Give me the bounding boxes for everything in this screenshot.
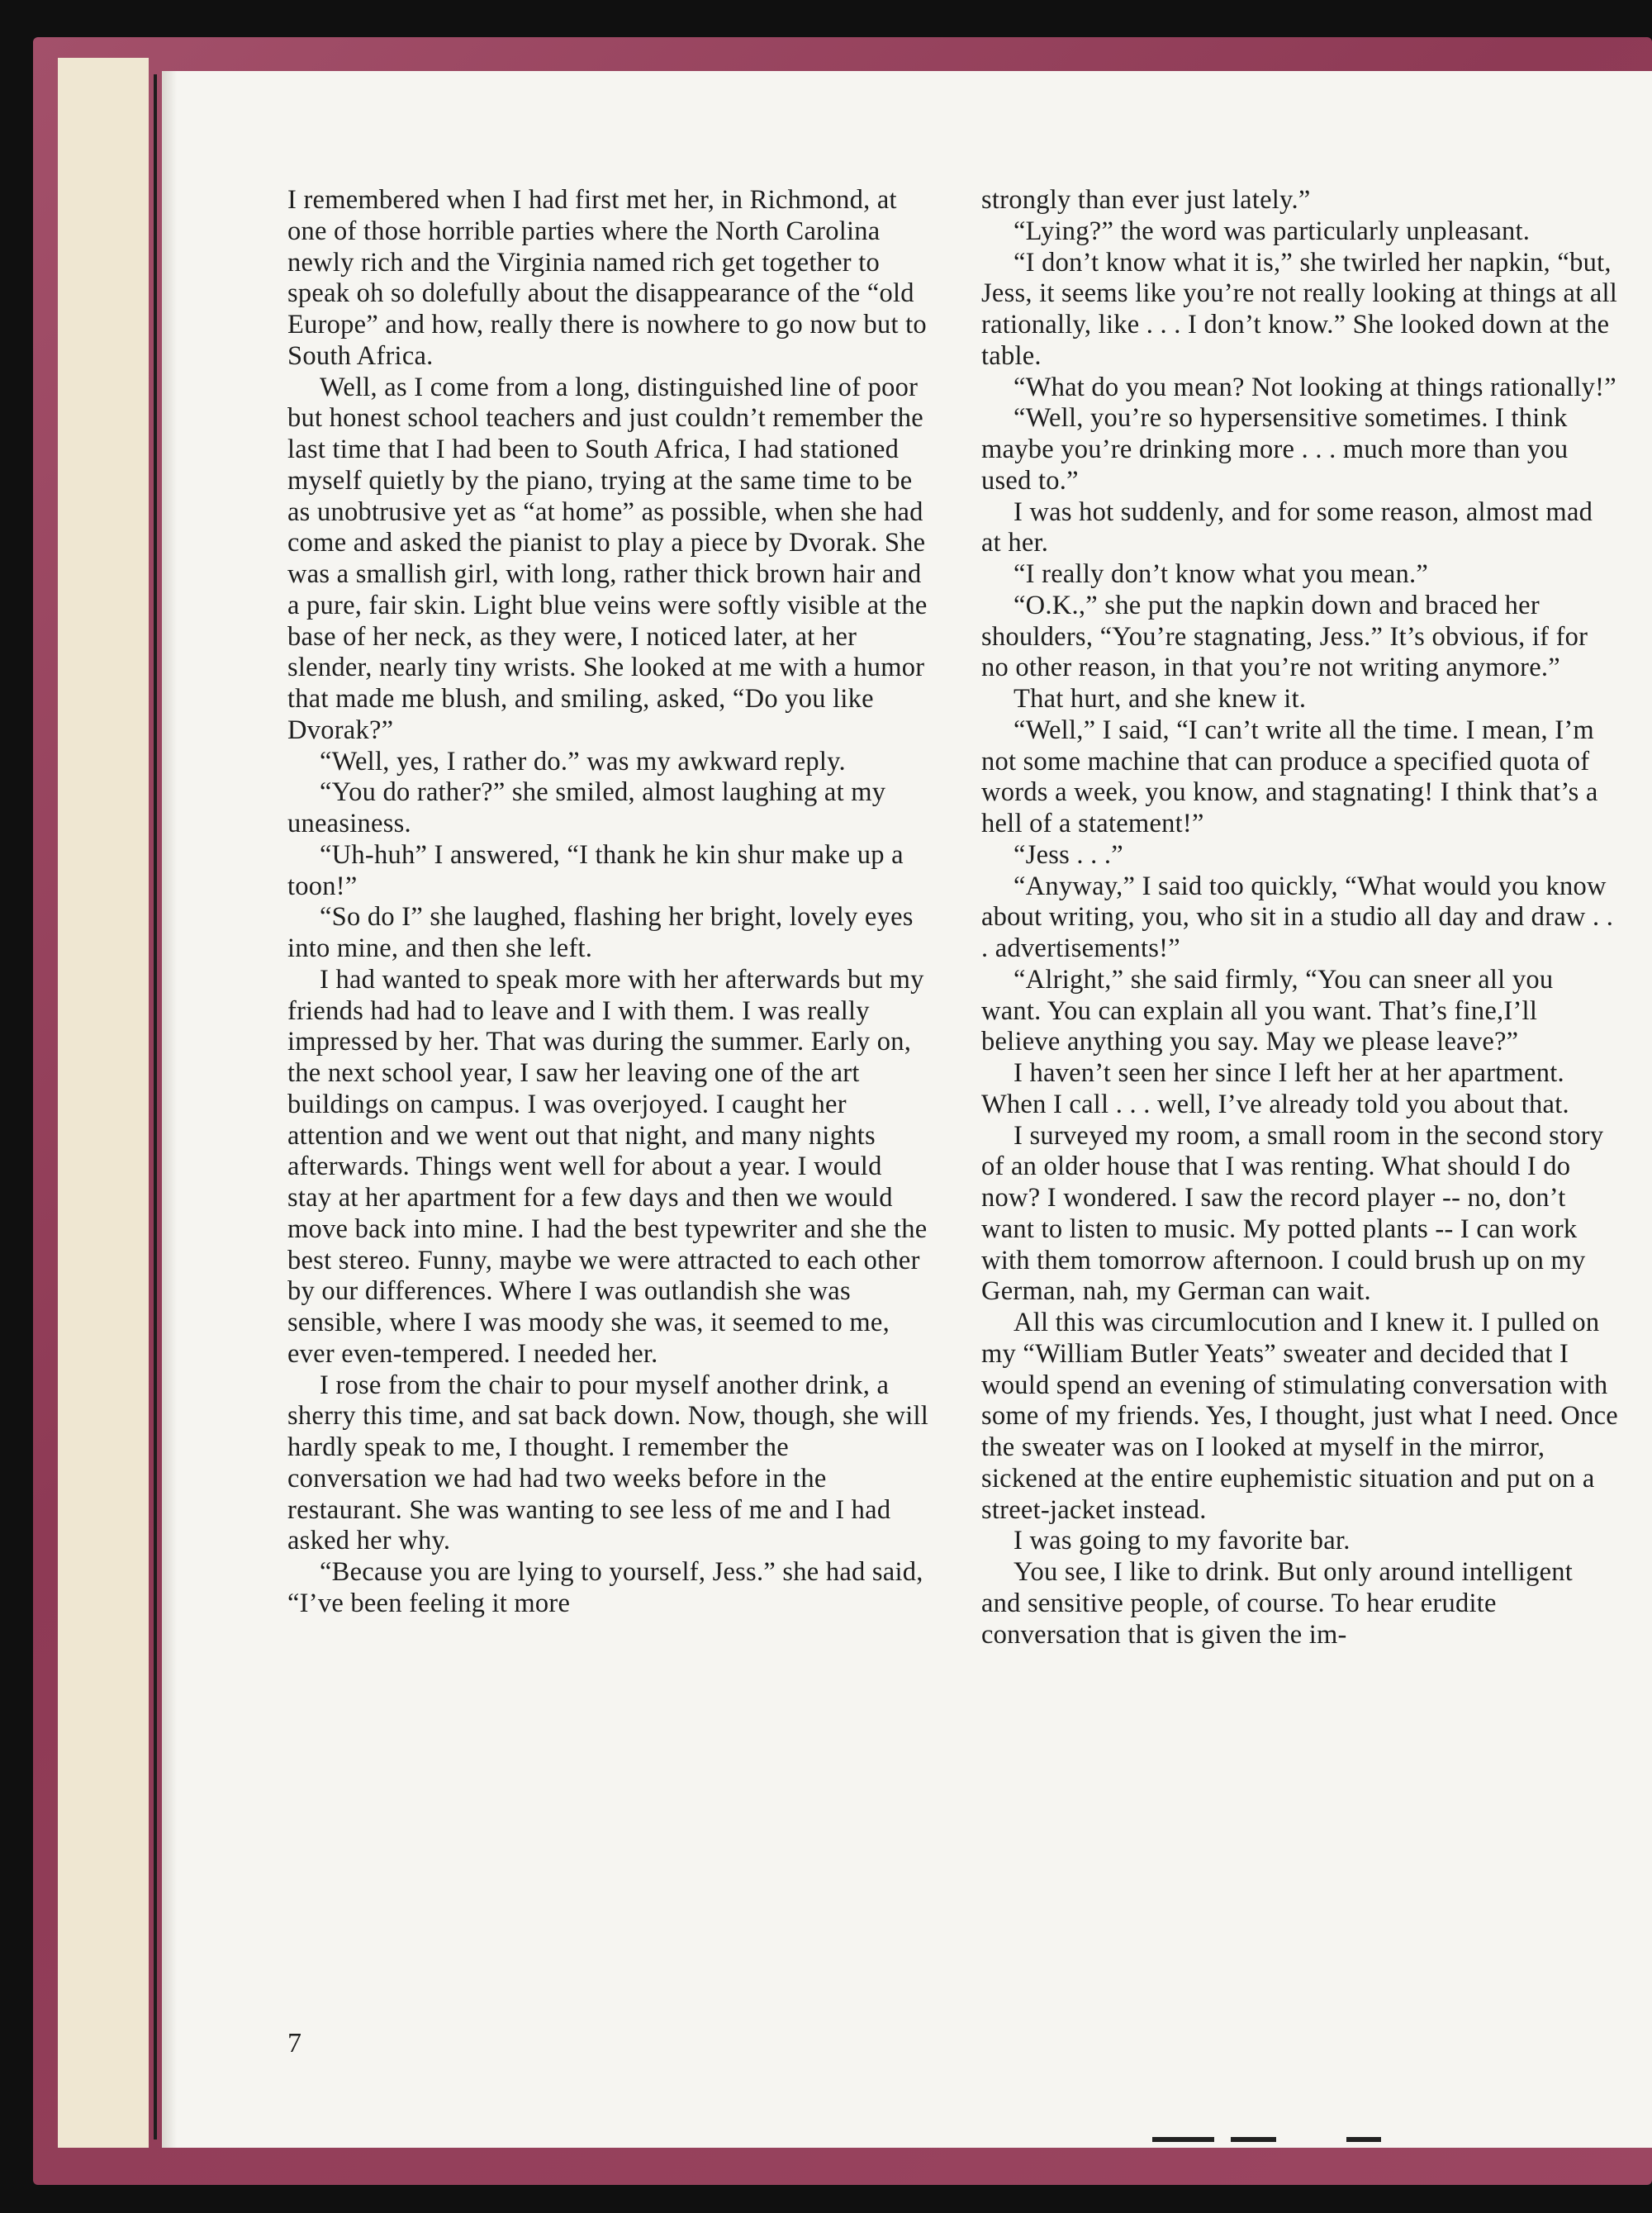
paragraph: “What do you mean? Not looking at things rationally!” xyxy=(1014,372,1616,402)
paragraph: Well, as I come from a long, distinguished line of poor but honest school teachers and just couldn’t remember the last time that I had been to South Africa, I had stationed myself quietly by the piano, trying at the same time to be as unobtrusive yet as “at home” as possible, when she had come and asked the pianist to play a piece by Dvorak. She was a smallish girl, with long, rather thick brown hair and a pure, fair skin. Light blue veins were softly visible at the base of her neck, as they were, I noticed later, at her slender, nearly tiny wrists. She looked at me with a humor that made me blush, and smiling, asked, “Do you like Dvorak?” xyxy=(287,372,928,745)
paragraph: “Well,” I said, “I can’t write all the time. I mean, I’m not some machine that can produce a specified quota of words a week, you know, and stagnating! I think that’s a hell of a statement!” xyxy=(981,715,1598,838)
paragraph: “Well, you’re so hypersensitive sometimes. I think maybe you’re drinking more . . . much more than you used to.” xyxy=(981,403,1569,496)
paragraph: I surveyed my room, a small room in the second story of an older house that I was renting. What should I do now? I wondered. I saw the record player -- no, don’t want to listen to music. My potted plants -- I can work with them tomorrow afternoon. I could brush up on my German, nah, my German can wait. xyxy=(981,1120,1604,1307)
paragraph: “Jess . . .” xyxy=(1014,839,1123,870)
print-bleed-mark xyxy=(1346,2137,1381,2142)
paragraph: “Lying?” the word was particularly unpleasant. xyxy=(1014,216,1531,246)
paragraph: I rose from the chair to pour myself another drink, a sherry this time, and sat back down. Now, though, she will hardly speak to me, I thought. I remember the conversation we had had two weeks before in the restaurant. She was wanting to see less of me and I had asked her why. xyxy=(287,1370,929,1556)
paragraph: “I really don’t know what you mean.” xyxy=(1014,559,1429,589)
previous-page-edge xyxy=(58,58,149,2148)
paragraph: That hurt, and she knew it. xyxy=(1014,684,1307,714)
gutter-shadow xyxy=(162,71,177,2148)
print-bleed-mark xyxy=(1152,2137,1214,2142)
paragraph: “Anyway,” I said too quickly, “What would you know about writing, you, who sit in a studio all day and draw . . . advertisements!” xyxy=(981,871,1614,963)
paragraph: “You do rather?” she smiled, almost laughing at my uneasiness. xyxy=(287,777,886,838)
paragraph: I had wanted to speak more with her afterwards but my friends had had to leave and I with them. I was really impressed by her. That was during the summer. Early on, the next school year, I saw her leaving one of the art buildings on campus. I was overjoyed. I caught her attention and we went out that night, and many nights afterwards. Things went well for about a year. I would stay at her apartment for a few days and then we would move back into mine. I had the best typewriter and she the best stereo. Funny, maybe we were attracted to each other by our differences. Where I was outlandish she was sensible, where I was moody she was, it seemed to me, ever even-tempered. I needed her. xyxy=(287,964,928,1369)
paragraph: “I don’t know what it is,” she twirled her napkin, “but, Jess, it seems like you’re not really looking at things at all rationally, like . . . I don’t know.” She looked down at the table. xyxy=(981,247,1618,371)
paragraph: I was hot suddenly, and for some reason, almost mad at her. xyxy=(981,496,1593,558)
paragraph: “Well, yes, I rather do.” was my awkward reply. xyxy=(320,746,846,776)
paragraph: “O.K.,” she put the napkin down and braced her shoulders, “You’re stagnating, Jess.” It’s obvious, if for no other reason, in that you’re not writing anymore.” xyxy=(981,590,1588,683)
paragraph: I was going to my favorite bar. xyxy=(1014,1526,1351,1556)
paragraph: I remembered when I had first met her, in Richmond, at one of those horrible parties where the North Carolina newly rich and the Virginia named rich get together to speak oh so dolefully about the disappearance of the “old Europe” and how, really there is nowhere to go now but to South Africa. xyxy=(287,185,927,371)
right-text-column xyxy=(981,185,1619,1650)
paragraph: “So do I” she laughed, flashing her bright, lovely eyes into mine, and then she left. xyxy=(287,902,914,963)
binding-line xyxy=(154,74,157,2139)
paragraph: You see, I like to drink. But only around intelligent and sensitive people, of course. To hear erudite conversation that is given the im- xyxy=(981,1557,1574,1650)
paragraph: “Alright,” she said firmly, “You can sneer all you want. You can explain all you want. That’s fine,I’ll believe anything you say. May we please leave?” xyxy=(981,964,1554,1057)
paragraph: “Because you are lying to yourself, Jess.” she had said, “I’ve been feeling it more xyxy=(287,1557,923,1618)
paragraph: “Uh-huh” I answered, “I thank he kin shur make up a toon!” xyxy=(287,839,904,901)
print-bleed-mark xyxy=(1231,2137,1276,2142)
paragraph: strongly than ever just lately.” xyxy=(981,185,1311,215)
page-number: 7 xyxy=(287,2028,301,2059)
paragraph: I haven’t seen her since I left her at her apartment. When I call . . . well, I’ve already told you about that. xyxy=(981,1058,1569,1119)
paragraph: All this was circumlocution and I knew it. I pulled on my “William Butler Yeats” sweater and decided that I would spend an evening of stimulating conversation with some of my friends. Yes, I thought, just what I need. Once the sweater was on I looked at myself in the mirror, sickened at the entire euphemistic situation and put on a street-jacket instead. xyxy=(981,1308,1618,1525)
left-text-column xyxy=(287,185,932,1620)
